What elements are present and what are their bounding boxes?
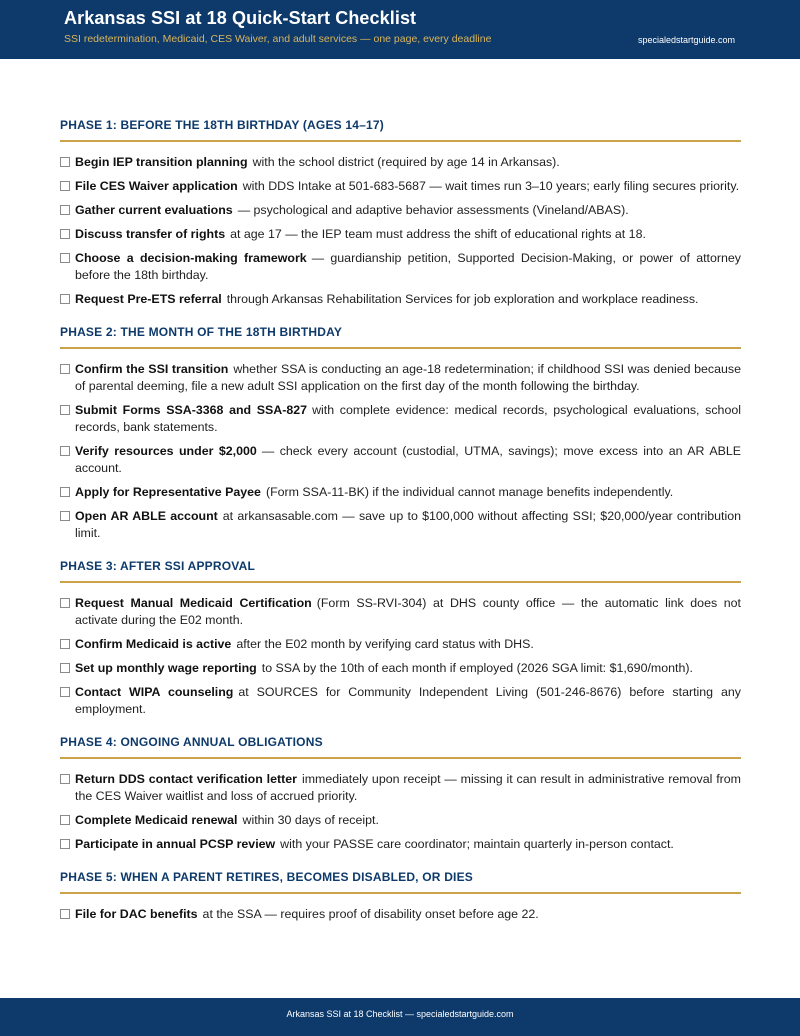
checklist-item: [60, 660, 741, 677]
checkbox-icon[interactable]: [60, 815, 70, 825]
checklist-item: [60, 361, 741, 395]
checkbox-icon[interactable]: [60, 774, 70, 784]
checkbox-icon[interactable]: [60, 598, 70, 608]
checklist-item: [60, 178, 741, 195]
checklist-item-title: Begin IEP transition planning: [75, 155, 248, 169]
checklist-content: [60, 108, 741, 930]
checklist-item-title: Participate in annual PCSP review: [75, 837, 276, 851]
checklist-item-text: immediately upon receipt — missing it can result in administrative removal from the CES Waiver waitlist and loss of accrued priority.: [75, 772, 741, 803]
checklist-item-title: Request Manual Medicaid Certification: [75, 596, 312, 610]
phase-section: [60, 108, 741, 308]
checklist-item-title: Return DDS contact verification letter: [75, 772, 297, 786]
checkbox-icon[interactable]: [60, 253, 70, 263]
checklist-item: [60, 906, 741, 923]
phase-section: [60, 860, 741, 923]
checkbox-icon[interactable]: [60, 181, 70, 191]
phase-title: PHASE 5: WHEN A PARENT RETIRES, BECOMES DISABLED, OR DIES: [60, 860, 741, 894]
checklist-item-text: within 30 days of receipt.: [242, 813, 379, 827]
phase-title: PHASE 4: ONGOING ANNUAL OBLIGATIONS: [60, 725, 741, 759]
page-header: [0, 0, 800, 59]
checklist-item: [60, 484, 741, 501]
phase-title: PHASE 3: AFTER SSI APPROVAL: [60, 549, 741, 583]
checklist-item: [60, 250, 741, 284]
checklist-item-title: Open AR ABLE account: [75, 509, 218, 523]
phase-title: PHASE 1: BEFORE THE 18TH BIRTHDAY (AGES 14–17): [60, 108, 741, 142]
checklist-item-text: whether SSA is conducting an age-18 redetermination; if childhood SSI was denied because of parental deeming, file a new adult SSI application on the first day of the month following the birthday.: [75, 362, 741, 393]
checklist-item-text: (Form SS-RVI-304) at DHS county office — the automatic link does not activate during the E02 month.: [75, 596, 741, 627]
checklist-item: [60, 636, 741, 653]
checkbox-icon[interactable]: [60, 909, 70, 919]
checklist-item-title: Submit Forms SSA-3368 and SSA-827: [75, 403, 308, 417]
checklist-item: [60, 202, 741, 219]
checklist-item-text: with the school district (required by age 14 in Arkansas).: [252, 155, 560, 169]
checklist-item-text: with complete evidence: medical records, psychological evaluations, school records, bank statements.: [75, 403, 741, 434]
checklist-item-text: at arkansasable.com — save up to $100,000 without affecting SSI; $20,000/year contribution limit.: [75, 509, 741, 540]
checklist-item-title: Confirm the SSI transition: [75, 362, 229, 376]
checkbox-icon[interactable]: [60, 663, 70, 673]
page-footer: Arkansas SSI at 18 Checklist — specialedstartguide.com: [0, 998, 800, 1036]
checklist-item: [60, 595, 741, 629]
phase-section: [60, 549, 741, 718]
header-site: specialedstartguide.com: [637, 35, 735, 45]
checklist-item-text: at age 17 — the IEP team must address the shift of educational rights at 18.: [230, 227, 646, 241]
page-subtitle: SSI redetermination, Medicaid, CES Waiver, and adult services — one page, every deadline: [64, 33, 492, 45]
checklist-item-text: — guardianship petition, Supported Decision-Making, or power of attorney before the 18th birthday.: [75, 251, 741, 282]
checklist-item-title: Confirm Medicaid is active: [75, 637, 232, 651]
checklist-item-title: File for DAC benefits: [75, 907, 198, 921]
checklist-item: [60, 402, 741, 436]
checkbox-icon[interactable]: [60, 839, 70, 849]
checklist-item-title: Contact WIPA counseling: [75, 685, 234, 699]
checklist-item: [60, 684, 741, 718]
checklist-item-text: at the SSA — requires proof of disability onset before age 22.: [202, 907, 539, 921]
checkbox-icon[interactable]: [60, 487, 70, 497]
checkbox-icon[interactable]: [60, 446, 70, 456]
checklist-item-title: Apply for Representative Payee: [75, 485, 261, 499]
checkbox-icon[interactable]: [60, 364, 70, 374]
checkbox-icon[interactable]: [60, 639, 70, 649]
checklist-item-title: Choose a decision-making framework: [75, 251, 307, 265]
checklist-item-title: Set up monthly wage reporting: [75, 661, 257, 675]
checklist-item: [60, 508, 741, 542]
checklist-item-text: to SSA by the 10th of each month if employed (2026 SGA limit: $1,690/month).: [261, 661, 693, 675]
page-title: Arkansas SSI at 18 Quick-Start Checklist: [64, 8, 417, 28]
checklist-item: [60, 836, 741, 853]
checklist-item: [60, 812, 741, 829]
checklist-item-title: File CES Waiver application: [75, 179, 238, 193]
checklist-item-title: Complete Medicaid renewal: [75, 813, 238, 827]
checkbox-icon[interactable]: [60, 294, 70, 304]
checklist-item-text: at SOURCES for Community Independent Living (501-246-8676) before starting any employment.: [75, 685, 741, 716]
checklist-item-text: (Form SSA-11-BK) if the individual cannot manage benefits independently.: [265, 485, 674, 499]
checkbox-icon[interactable]: [60, 511, 70, 521]
checklist-item-title: Verify resources under $2,000: [75, 444, 257, 458]
checklist-item-text: with DDS Intake at 501-683-5687 — wait times run 3–10 years; early filing secures priority.: [242, 179, 740, 193]
checklist-item-text: — check every account (custodial, UTMA, savings); move excess into an AR ABLE account.: [75, 444, 742, 475]
checklist-item-title: Discuss transfer of rights: [75, 227, 226, 241]
checklist-item-text: through Arkansas Rehabilitation Services for job exploration and workplace readiness.: [226, 292, 699, 306]
checklist-item: [60, 226, 741, 243]
checkbox-icon[interactable]: [60, 405, 70, 415]
phase-title: PHASE 2: THE MONTH OF THE 18TH BIRTHDAY: [60, 315, 741, 349]
checkbox-icon[interactable]: [60, 157, 70, 167]
checklist-item-text: with your PASSE care coordinator; maintain quarterly in-person contact.: [280, 837, 674, 851]
checklist-item: [60, 771, 741, 805]
checklist-item: [60, 443, 741, 477]
phase-section: [60, 725, 741, 853]
checklist-item: [60, 154, 741, 171]
checklist-item-title: Gather current evaluations: [75, 203, 233, 217]
checkbox-icon[interactable]: [60, 205, 70, 215]
checklist-item-text: — psychological and adaptive behavior assessments (Vineland/ABAS).: [237, 203, 629, 217]
phase-section: [60, 315, 741, 542]
checklist-item: [60, 291, 741, 308]
checkbox-icon[interactable]: [60, 229, 70, 239]
checklist-item-title: Request Pre-ETS referral: [75, 292, 222, 306]
checkbox-icon[interactable]: [60, 687, 70, 697]
checklist-item-text: after the E02 month by verifying card status with DHS.: [236, 637, 534, 651]
